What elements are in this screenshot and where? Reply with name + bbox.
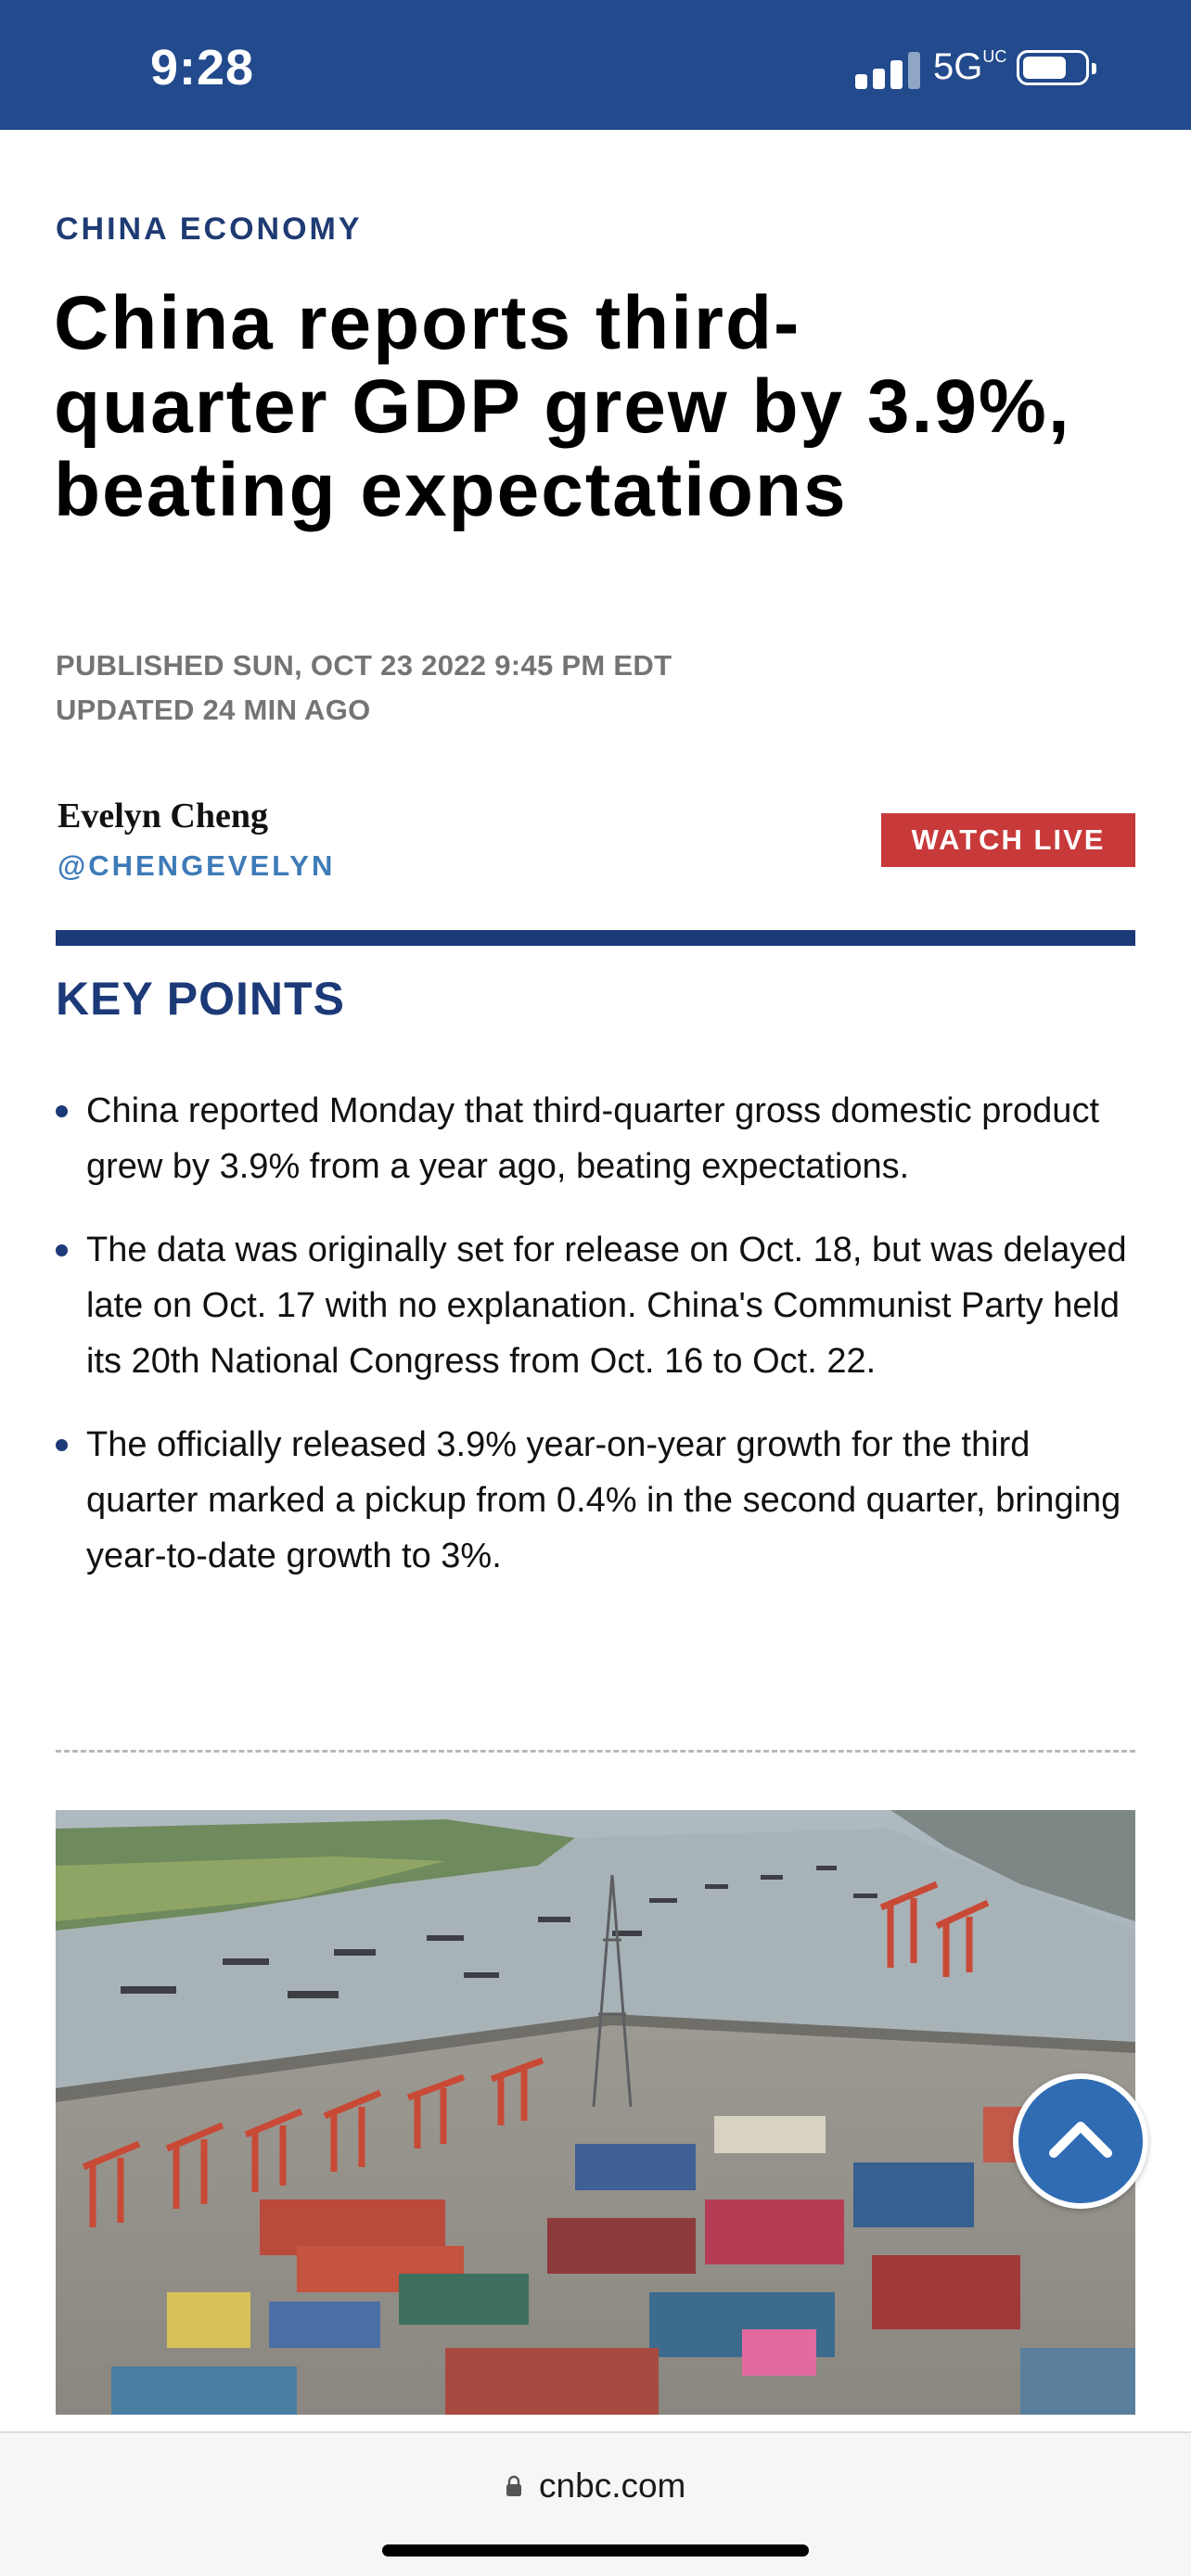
network-label: 5G [933, 46, 983, 87]
bullet-icon [56, 1244, 68, 1256]
key-points-rule [56, 930, 1135, 946]
network-type [933, 48, 1006, 85]
key-point-item [56, 1417, 1135, 1584]
home-indicator[interactable] [382, 2544, 809, 2557]
key-point-item [56, 1222, 1135, 1389]
chevron-up-icon [1018, 2079, 1143, 2203]
scroll-to-top-button[interactable] [1013, 2073, 1148, 2209]
status-time: 9:28 [150, 40, 255, 96]
lock-icon [506, 2475, 522, 2497]
key-point-item [56, 1083, 1135, 1194]
network-suffix: UC [982, 47, 1007, 66]
key-points-title: KEY POINTS [56, 973, 345, 1025]
status-bar [0, 0, 1191, 130]
battery-icon [1017, 50, 1089, 85]
author-name[interactable]: Evelyn Cheng [58, 797, 268, 835]
bullet-icon [56, 1105, 68, 1117]
published-date: PUBLISHED SUN, OCT 23 2022 9:45 PM EDT [56, 649, 672, 682]
bullet-icon [56, 1439, 68, 1451]
key-point-text: The data was originally set for release on Oct. 18, but was delayed late on Oct. 17 with no explanation. China's Communist Party held its 20th National Congress from Oct. 16 to Oct. 22. [86, 1231, 1127, 1381]
article-headline: China reports third-quarter GDP grew by 3.9%, beating expectations [54, 281, 1071, 532]
url-text: cnbc.com [539, 2467, 686, 2505]
key-point-text: China reported Monday that third-quarter gross domestic product grew by 3.9% from a year ago, beating expectations. [86, 1091, 1099, 1186]
article-photo [56, 1810, 1135, 2415]
updated-time: UPDATED 24 MIN AGO [56, 694, 371, 726]
key-points-list [56, 1083, 1135, 1612]
watch-live-button[interactable]: WATCH LIVE [881, 813, 1135, 867]
url-display[interactable] [0, 2467, 1191, 2506]
signal-icon [855, 48, 920, 89]
author-twitter-handle[interactable]: @CHENGEVELYN [58, 849, 336, 882]
section-divider [56, 1750, 1135, 1753]
section-kicker[interactable]: CHINA ECONOMY [56, 211, 363, 247]
browser-address-bar [0, 2431, 1191, 2576]
key-point-text: The officially released 3.9% year-on-year growth for the third quarter marked a pickup from 0.4% in the second quarter, bringing year-to-date growth to 3%. [86, 1425, 1121, 1575]
